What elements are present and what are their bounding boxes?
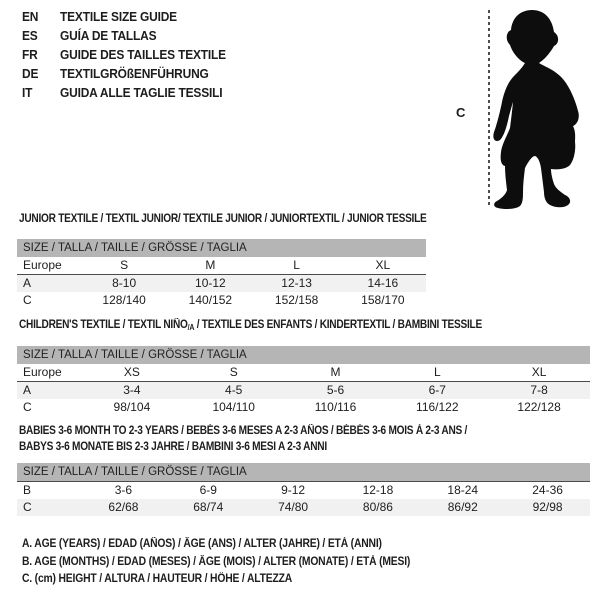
- language-label: GUIDE DES TAILLES TEXTILE: [60, 47, 226, 62]
- size-cell: L: [433, 365, 441, 379]
- size-header-bar: SIZE / TALLA / TAILLE / GRÖSSE / TAGLIA: [17, 346, 590, 364]
- language-code: DE: [22, 66, 39, 81]
- language-row: [22, 7, 240, 26]
- value-cell: 116/122: [416, 400, 459, 414]
- baby-silhouette-icon: [492, 4, 588, 210]
- value-cell: 12-18: [362, 483, 394, 497]
- language-list: [22, 7, 240, 102]
- babies-table-title: [19, 423, 528, 455]
- language-label: GUIDA ALLE TAGLIE TESSILI: [60, 85, 223, 100]
- value-cell: 74/80: [278, 500, 309, 514]
- size-cell: S: [229, 365, 238, 379]
- size-cell: L: [293, 258, 300, 272]
- table-row-a: [17, 275, 426, 292]
- row-label-cell: C: [23, 293, 32, 307]
- value-cell: 9-12: [281, 483, 306, 497]
- language-label: TEXTILE SIZE GUIDE: [60, 9, 177, 24]
- table-row-europe: [17, 364, 590, 382]
- value-cell: 80/86: [362, 500, 393, 514]
- table-row-c: [17, 292, 426, 309]
- row-label-cell: C: [23, 500, 32, 514]
- value-cell: 110/116: [314, 400, 357, 414]
- value-cell: 24-36: [532, 483, 563, 497]
- language-code: ES: [22, 28, 38, 43]
- language-row: [22, 26, 240, 45]
- value-cell: 6-9: [199, 483, 217, 497]
- size-cell: S: [120, 258, 129, 272]
- value-cell: 18-24: [447, 483, 479, 497]
- size-header-bar: SIZE / TALLA / TAILLE / GRÖSSE / TAGLIA: [17, 239, 426, 257]
- value-cell: 152/158: [274, 293, 319, 307]
- language-code: IT: [22, 85, 33, 100]
- value-cell: 14-16: [367, 276, 399, 290]
- table-row-c: [17, 499, 590, 516]
- language-row: [22, 83, 240, 102]
- value-cell: 122/128: [517, 400, 561, 414]
- junior-table-title: JUNIOR TEXTILE / TEXTIL JUNIOR/ TEXTILE JUNIOR / JUNIORTEXTIL / JUNIOR TESSILE: [19, 213, 427, 225]
- value-cell: 10-12: [195, 276, 226, 290]
- children-size-table: [17, 346, 590, 416]
- row-label-cell: A: [23, 383, 32, 397]
- value-cell: 128/140: [102, 293, 146, 307]
- size-cell: XL: [531, 365, 547, 379]
- value-cell: 86/92: [447, 500, 478, 514]
- language-row: [22, 64, 240, 83]
- table-row-europe: [17, 257, 426, 275]
- language-code: EN: [22, 9, 39, 24]
- value-cell: 7-8: [530, 383, 548, 397]
- babies-title-line1: BABIES 3-6 MONTH TO 2-3 YEARS / BEBÉS 3-6 MESES A 2-3 AÑOS / BÉBÉS 3-6 MOIS À 2-3 ANS /: [19, 425, 468, 437]
- table-row-b: [17, 482, 590, 499]
- junior-size-table: [17, 239, 426, 309]
- value-cell: 8-10: [112, 276, 137, 290]
- footnote-a: A. AGE (YEARS) / EDAD (AÑOS) / ÂGE (ANS) / ALTER (JAHRE) / ETÀ (ANNI): [22, 538, 382, 550]
- babies-title-line2: BABYS 3-6 MONATE BIS 2-3 JAHRE / BAMBINI 3-6 MESI A 2-3 ANNI: [19, 441, 327, 453]
- value-cell: 104/110: [212, 400, 255, 414]
- language-label: TEXTILGRÖßENFÜHRUNG: [60, 66, 209, 81]
- language-label: GUÍA DE TALLAS: [60, 28, 157, 43]
- size-cell: M: [205, 258, 216, 272]
- value-cell: 98/104: [113, 400, 151, 414]
- size-cell: XL: [375, 258, 391, 272]
- value-cell: 140/152: [188, 293, 233, 307]
- value-cell: 3-6: [114, 483, 133, 497]
- row-label-cell: B: [23, 483, 32, 497]
- children-title-subscript: /A: [187, 323, 195, 332]
- size-cell: XS: [123, 365, 140, 379]
- size-header-bar: SIZE / TALLA / TAILLE / GRÖSSE / TAGLIA: [17, 463, 590, 482]
- table-row-a: [17, 382, 590, 399]
- row-label-cell: A: [23, 276, 32, 290]
- table-row-c: [17, 399, 590, 416]
- value-cell: 68/74: [193, 500, 224, 514]
- row-label-cell: Europe: [23, 258, 62, 272]
- children-title-text: / TEXTILE DES ENFANTS / KINDERTEXTIL / BAMBINI TESSILE: [194, 319, 482, 331]
- value-cell: 92/98: [532, 500, 563, 514]
- value-cell: 62/68: [108, 500, 139, 514]
- row-label-cell: Europe: [23, 365, 62, 379]
- footnote-c: C. (cm) HEIGHT / ALTURA / HAUTEUR / HÖHE / ALTEZZA: [22, 573, 293, 585]
- height-dashed-line: [488, 10, 490, 206]
- value-cell: 5-6: [326, 383, 345, 397]
- value-cell: 12-13: [281, 276, 312, 290]
- babies-size-table: [17, 463, 590, 516]
- children-table-title: [19, 317, 482, 336]
- value-cell: 3-4: [123, 383, 141, 397]
- height-measure-label: C: [456, 105, 466, 120]
- children-title-text: CHILDREN'S TEXTILE / TEXTIL NIÑO: [19, 319, 188, 331]
- language-code: FR: [22, 47, 38, 62]
- footnotes: [22, 536, 453, 589]
- row-label-cell: C: [23, 400, 32, 414]
- size-cell: M: [330, 365, 341, 379]
- value-cell: 4-5: [225, 383, 243, 397]
- value-cell: 6-7: [428, 383, 446, 397]
- footnote-b: B. AGE (MONTHS) / EDAD (MESES) / ÂGE (MOIS) / ALTER (MONATE) / ETÀ (MESI): [22, 555, 411, 568]
- language-row: [22, 45, 240, 64]
- value-cell: 158/170: [361, 293, 405, 307]
